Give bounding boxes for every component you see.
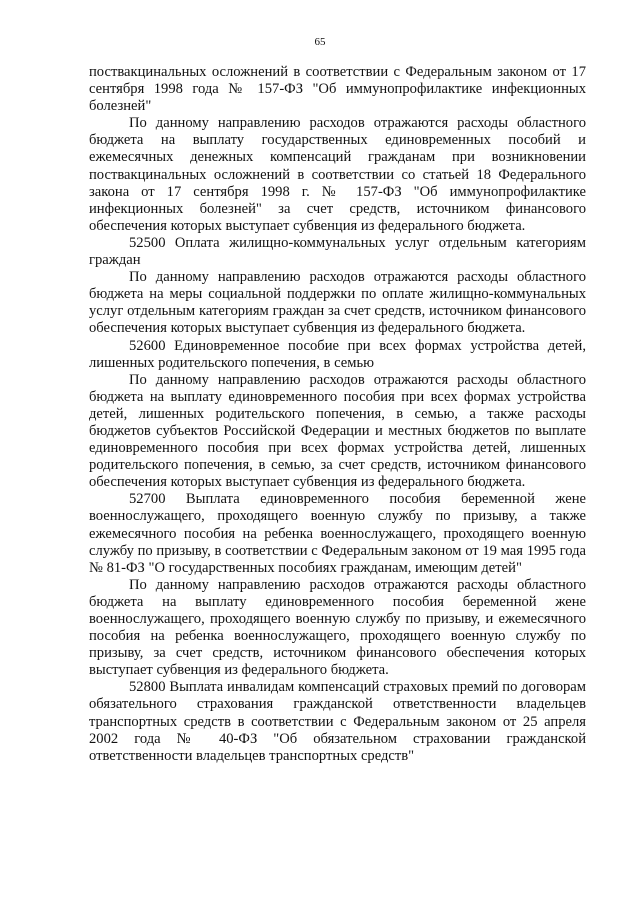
paragraph: По данному направлению расходов отражаются расходы областного бюджета на меры социальной поддержки по оплате жилищно-коммунальных услуг отдельным категориям граждан за счет средств, источником финансового обеспечения которых выступает субвенция из федерального бюджета. — [89, 269, 586, 337]
section-heading-52500: 52500 Оплата жилищно-коммунальных услуг отдельным категориям граждан — [89, 234, 586, 269]
paragraph: По данному направлению расходов отражаются расходы областного бюджета на выплату государственных единовременных пособий и ежемесячных денежных компенсаций гражданам при возникновении поствакцинальных осложнений в соответствии со статьей 18 Федерального закона от 17 сентября 1998 г. № 157-ФЗ "Об иммунопрофилактике инфекционных болезней" за счет средств, источником финансового обеспечения которых выступает субвенция из федерального бюджета. — [89, 115, 586, 234]
document-body — [89, 64, 586, 765]
section-heading-52800: 52800 Выплата инвалидам компенсаций страховых премий по договорам обязательного страхования гражданской ответственности владельцев транспортных средств в соответствии с Федеральным законом от 25 апреля 2002 года № 40-ФЗ "Об обязательном страховании гражданской ответственности владельцев транспортных средств" — [89, 679, 586, 764]
paragraph: По данному направлению расходов отражаются расходы областного бюджета на выплату единовременного пособия беременной жене военнослужащего, проходящего военную службу по призыву, и ежемесячного пособия на ребенка военнослужащего, проходящего военную службу по призыву, за счет средств, источником финансового обеспечения которых выступает субвенция из федерального бюджета. — [89, 576, 586, 679]
page-number: 65 — [314, 36, 326, 48]
section-heading-52700: 52700 Выплата единовременного пособия беременной жене военнослужащего, проходящего военную службу по призыву, а также ежемесячного пособия на ребенка военнослужащего, проходящего военную службу по призыву, в соответствии с Федеральным законом от 19 мая 1995 года № 81-ФЗ "О государственных пособиях гражданам, имеющим детей" — [89, 491, 586, 576]
paragraph: По данному направлению расходов отражаются расходы областного бюджета на выплату единовременного пособия при всех формах устройства детей, лишенных родительского попечения, в семью, а также расходы бюджетов субъектов Российской Федерации и местных бюджетов по выплате единовременного пособия при всех формах устройства детей, лишенных родительского попечения, в семью, за счет средств, источником финансового обеспечения которых выступает субвенция из федерального бюджета. — [89, 371, 586, 491]
section-heading-52600: 52600 Единовременное пособие при всех формах устройства детей, лишенных родительского попечения, в семью — [89, 337, 586, 371]
paragraph: поствакцинальных осложнений в соответствии с Федеральным законом от 17 сентября 1998 года № 157-ФЗ "Об иммунопрофилактике инфекционных болезней" — [89, 64, 586, 115]
